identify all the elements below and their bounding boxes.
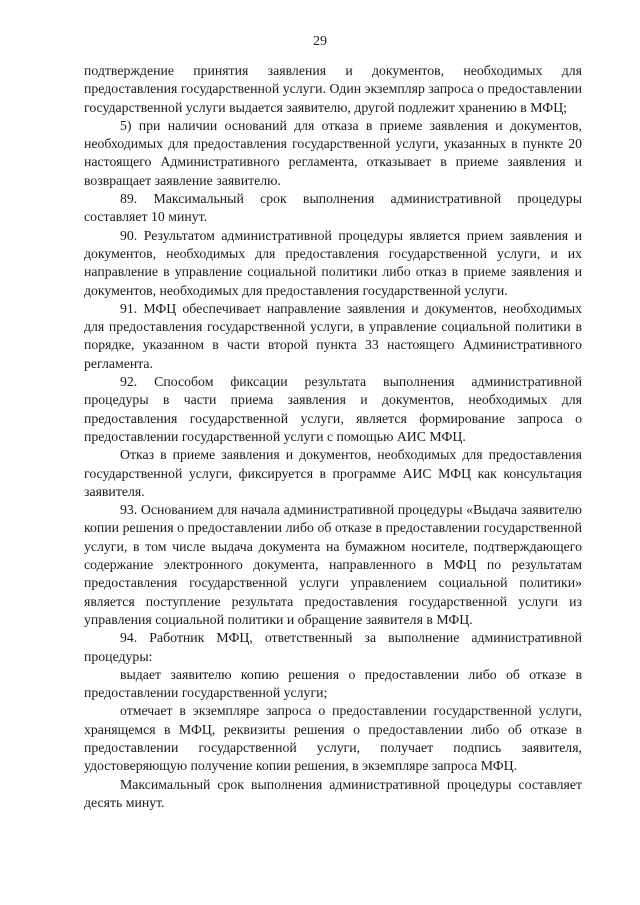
paragraph-89: 89. Максимальный срок выполнения административной процедуры составляет 10 минут.	[84, 191, 582, 225]
paragraph-max-time: Максимальный срок выполнения административной процедуры составляет десять минут.	[84, 776, 582, 810]
paragraph-item-5: 5) при наличии оснований для отказа в приеме заявления и документов, необходимых для предоставления государственной услуги, указанных в пункте 20 настоящего Административного регламента, отказывает в приеме заявления и возвращает заявление заявителю.	[84, 117, 582, 188]
paragraph-94-mark: отмечает в экземпляре запроса о предоставлении государственной услуги, хранящемся в МФЦ, реквизиты решения о предоставлении либо об отказе в предоставлении государственной услуги, получает подпись заявителя, удостоверяющую получение копии решения, в экземпляре запроса МФЦ.	[84, 703, 582, 774]
paragraph-92-refusal: Отказ в приеме заявления и документов, необходимых для предоставления государственной услуги, фиксируется в программе АИС МФЦ как консультация заявителя.	[84, 447, 582, 499]
paragraph-continuation: подтверждение принятия заявления и документов, необходимых для предоставления государственной услуги. Один экземпляр запроса о предоставлении государственной услуги выдается заявителю, другой подлежит хранению в МФЦ;	[84, 63, 582, 115]
paragraph-92: 92. Способом фиксации результата выполнения административной процедуры в части приема заявления и документов, необходимых для предоставления государственной услуги, является формирование запроса о предоставлении государственной услуги с помощью АИС МФЦ.	[84, 374, 582, 444]
paragraph-90: 90. Результатом административной процедуры является прием заявления и документов, необходимых для предоставления государственной услуги, и их направление в управление социальной политики либо отказ в приеме заявления и документов, необходимых для предоставления государственной услуги.	[84, 227, 582, 298]
paragraph-93: 93. Основанием для начала административной процедуры «Выдача заявителю копии решения о предоставлении либо об отказе в предоставлении государственной услуги, в том числе выдача документа на бумажном носителе, подтверждающего содержание электронного документа, направленного в МФЦ по результатам предоставления государственной услуги управлением социальной политики» является поступление результата предоставления государственной услуги из управления социальной политики и обращение заявителя в МФЦ.	[84, 502, 582, 627]
paragraph-94-issue: выдает заявителю копию решения о предоставлении либо об отказе в предоставлении государственной услуги;	[84, 666, 582, 701]
paragraph-94: 94. Работник МФЦ, ответственный за выполнение административной процедуры:	[84, 630, 582, 664]
page-number: 29	[313, 34, 327, 49]
document-body	[84, 62, 582, 812]
paragraph-91: 91. МФЦ обеспечивает направление заявления и документов, необходимых для предоставления государственной услуги, в управление социальной политики в порядке, указанном в части второй пункта 33 настоящего Административного регламента.	[84, 300, 582, 371]
